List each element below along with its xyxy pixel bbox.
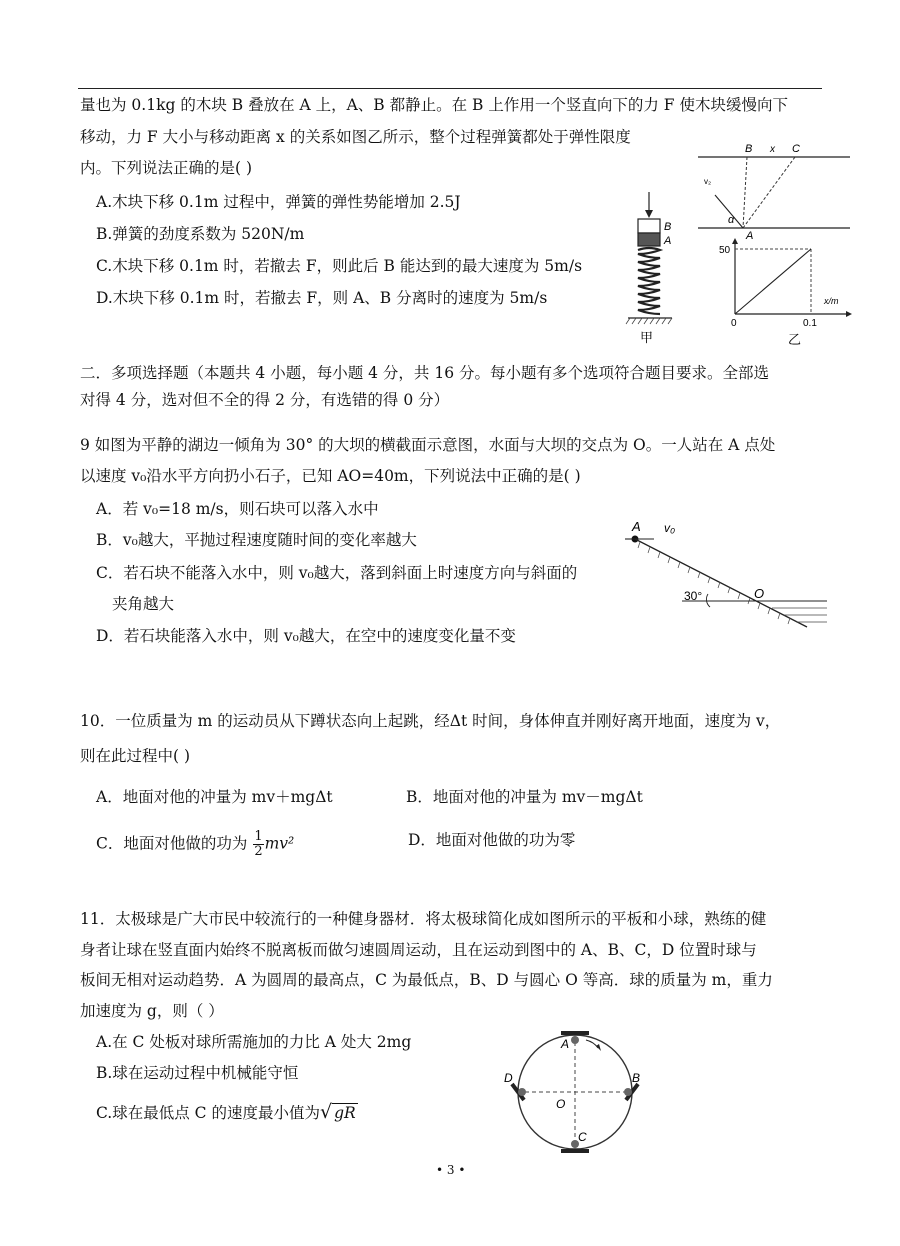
q11-option-c-prefix: C.球在最低点 C 的速度最小值为 <box>96 1104 320 1122</box>
q11-fig-label-o: O <box>556 1097 566 1111</box>
q11-line1: 11．太极球是广大市民中较流行的一种健身器材．将太极球简化成如图所示的平板和小球，熟练的健 <box>80 910 767 928</box>
q8-fig-label-x: x <box>770 144 775 155</box>
q10-option-c-prefix: C．地面对他做的功为 <box>96 834 248 853</box>
q11-option-c <box>96 1102 358 1123</box>
q9-fig-label-a: A <box>632 519 641 534</box>
x-axis-arrow-icon <box>846 311 852 317</box>
q8-fig-label-a: A <box>746 230 754 242</box>
q8-jia-caption: 甲 <box>640 330 654 345</box>
q9-line1: 9 如图为平静的湖边一倾角为 30° 的大坝的横截面示意图，水面与大坝的交点为 O。一人站在 A 点处 <box>80 436 776 454</box>
q9-option-b: B．v₀越大，平抛过程速度随时间的变化率越大 <box>96 531 417 549</box>
q8-graph-x-tick: 0.1 <box>803 318 817 329</box>
force-arrow-icon <box>645 210 653 218</box>
q8-line1: 量也为 0.1kg 的木块 B 叠放在 A 上，A、B 都静止。在 B 上作用一个竖直向下的力 F 使木块缓慢向下 <box>80 96 788 114</box>
q9-option-d: D．若石块能落入水中，则 v₀越大，在空中的速度变化量不变 <box>96 627 516 645</box>
q11-line2: 身者让球在竖直面内始终不脱离板而做匀速圆周运动，且在运动到图中的 A、B、C，D 位置时球与 <box>80 941 757 959</box>
q8-fig-label-c: C <box>792 143 800 155</box>
q8-fig-label-v: v₂ <box>704 177 712 186</box>
q8-option-b: B.弹簧的劲度系数为 520N/m <box>96 225 305 243</box>
page-number: • 3 • <box>436 1163 466 1177</box>
q8-graph-y-tick: 50 <box>719 245 731 256</box>
section2-line2: 对得 4 分，选对但不全的得 2 分，有选错的得 0 分） <box>80 391 450 409</box>
q8-fig-label-b: B <box>745 143 753 155</box>
ball-a-icon <box>571 1036 579 1044</box>
q10-option-a: A．地面对他的冲量为 mv＋mgΔt <box>96 788 333 806</box>
q11-option-a: A.在 C 处板对球所需施加的力比 A 处大 2mg <box>96 1033 412 1051</box>
q11-fig-label-b: B <box>632 1071 641 1085</box>
q11-line4: 加速度为 g，则（ ） <box>80 1002 224 1020</box>
q10-line1: 10．一位质量为 m 的运动员从下蹲状态向上起跳，经Δt 时间，身体伸直并刚好离开地面，速度为 v， <box>80 712 781 730</box>
q8-option-d: D.木块下移 0.1m 时，若撤去 F，则 A、B 分离时的速度为 5m/s <box>96 289 548 307</box>
q9-option-c-line1: C．若石块不能落入水中，则 v₀越大，落到斜面上时速度方向与斜面的 <box>96 564 578 582</box>
q10-fraction-den: 2 <box>254 844 263 859</box>
q8-graph-x-axis-label: x/m <box>824 296 839 306</box>
header-rule <box>78 88 822 89</box>
board-bottom-icon <box>561 1149 589 1153</box>
q10-option-b: B．地面对他的冲量为 mv－mgΔt <box>406 788 643 806</box>
q11-line3: 板间无相对运动趋势．A 为圆周的最高点，C 为最低点，B、D 与圆心 O 等高．球的质量为 m，重力 <box>80 971 773 989</box>
q8-jia-label-a: A <box>664 235 672 247</box>
board-top-icon <box>561 1031 589 1035</box>
q8-fx-graph <box>715 240 855 350</box>
q8-line2: 移动，力 F 大小与移动距离 x 的关系如图乙所示，整个过程弹簧都处于弹性限度 <box>80 128 631 146</box>
q9-option-a: A．若 v₀=18 m/s，则石块可以落入水中 <box>96 500 379 518</box>
q10-option-d: D．地面对他做的功为零 <box>408 831 576 849</box>
q8-spring-figure <box>622 190 682 350</box>
q11-taiji-figure <box>500 1028 660 1156</box>
q9-line2: 以速度 v₀沿水平方向扔小石子，已知 AO=40m，下列说法中正确的是( ) <box>80 467 581 485</box>
q8-geometry-figure <box>690 140 850 240</box>
q9-option-c-line2: 夹角越大 <box>112 595 175 613</box>
spring-icon <box>638 248 660 314</box>
ball-b-icon <box>624 1088 632 1096</box>
ball-d-icon <box>518 1088 526 1096</box>
q8-option-a: A.木块下移 0.1m 过程中，弹簧的弹性势能增加 2.5J <box>96 193 461 211</box>
rotation-arrow-icon <box>586 1040 598 1048</box>
q8-jia-label-b: B <box>664 221 672 233</box>
section2-line1: 二．多项选择题（本题共 4 小题，每小题 4 分，共 16 分。每小题有多个选项符合题目要求。全部选 <box>80 364 770 382</box>
q8-option-c: C.木块下移 0.1m 时，若撤去 F，则此后 B 能达到的最大速度为 5m/s <box>96 257 583 275</box>
q11-fig-label-a: A <box>561 1037 570 1051</box>
q9-fig-label-v0: v₀ <box>664 521 676 535</box>
q9-dam-figure <box>622 515 832 630</box>
sqrt-icon: √ <box>319 1101 333 1123</box>
q11-option-c-sqrt-arg: gR <box>334 1104 356 1122</box>
q8-graph-origin: 0 <box>731 318 737 329</box>
q11-fig-label-d: D <box>504 1071 513 1085</box>
q10-option-c-suffix: mv² <box>264 834 295 853</box>
q8-fig-label-alpha: α <box>728 214 735 226</box>
q8-line3: 内。下列说法正确的是( ) <box>80 159 253 177</box>
q10-fraction-num: 1 <box>254 829 263 844</box>
q11-option-b: B.球在运动过程中机械能守恒 <box>96 1064 299 1082</box>
q10-fraction <box>253 830 263 859</box>
q11-fig-label-c: C <box>578 1130 587 1144</box>
q8-graph-caption: 乙 <box>788 332 802 347</box>
q10-line2: 则在此过程中( ) <box>80 747 191 765</box>
q9-fig-label-o: O <box>754 586 765 601</box>
q10-option-c <box>96 830 294 859</box>
q9-fig-angle: 30° <box>684 589 703 603</box>
